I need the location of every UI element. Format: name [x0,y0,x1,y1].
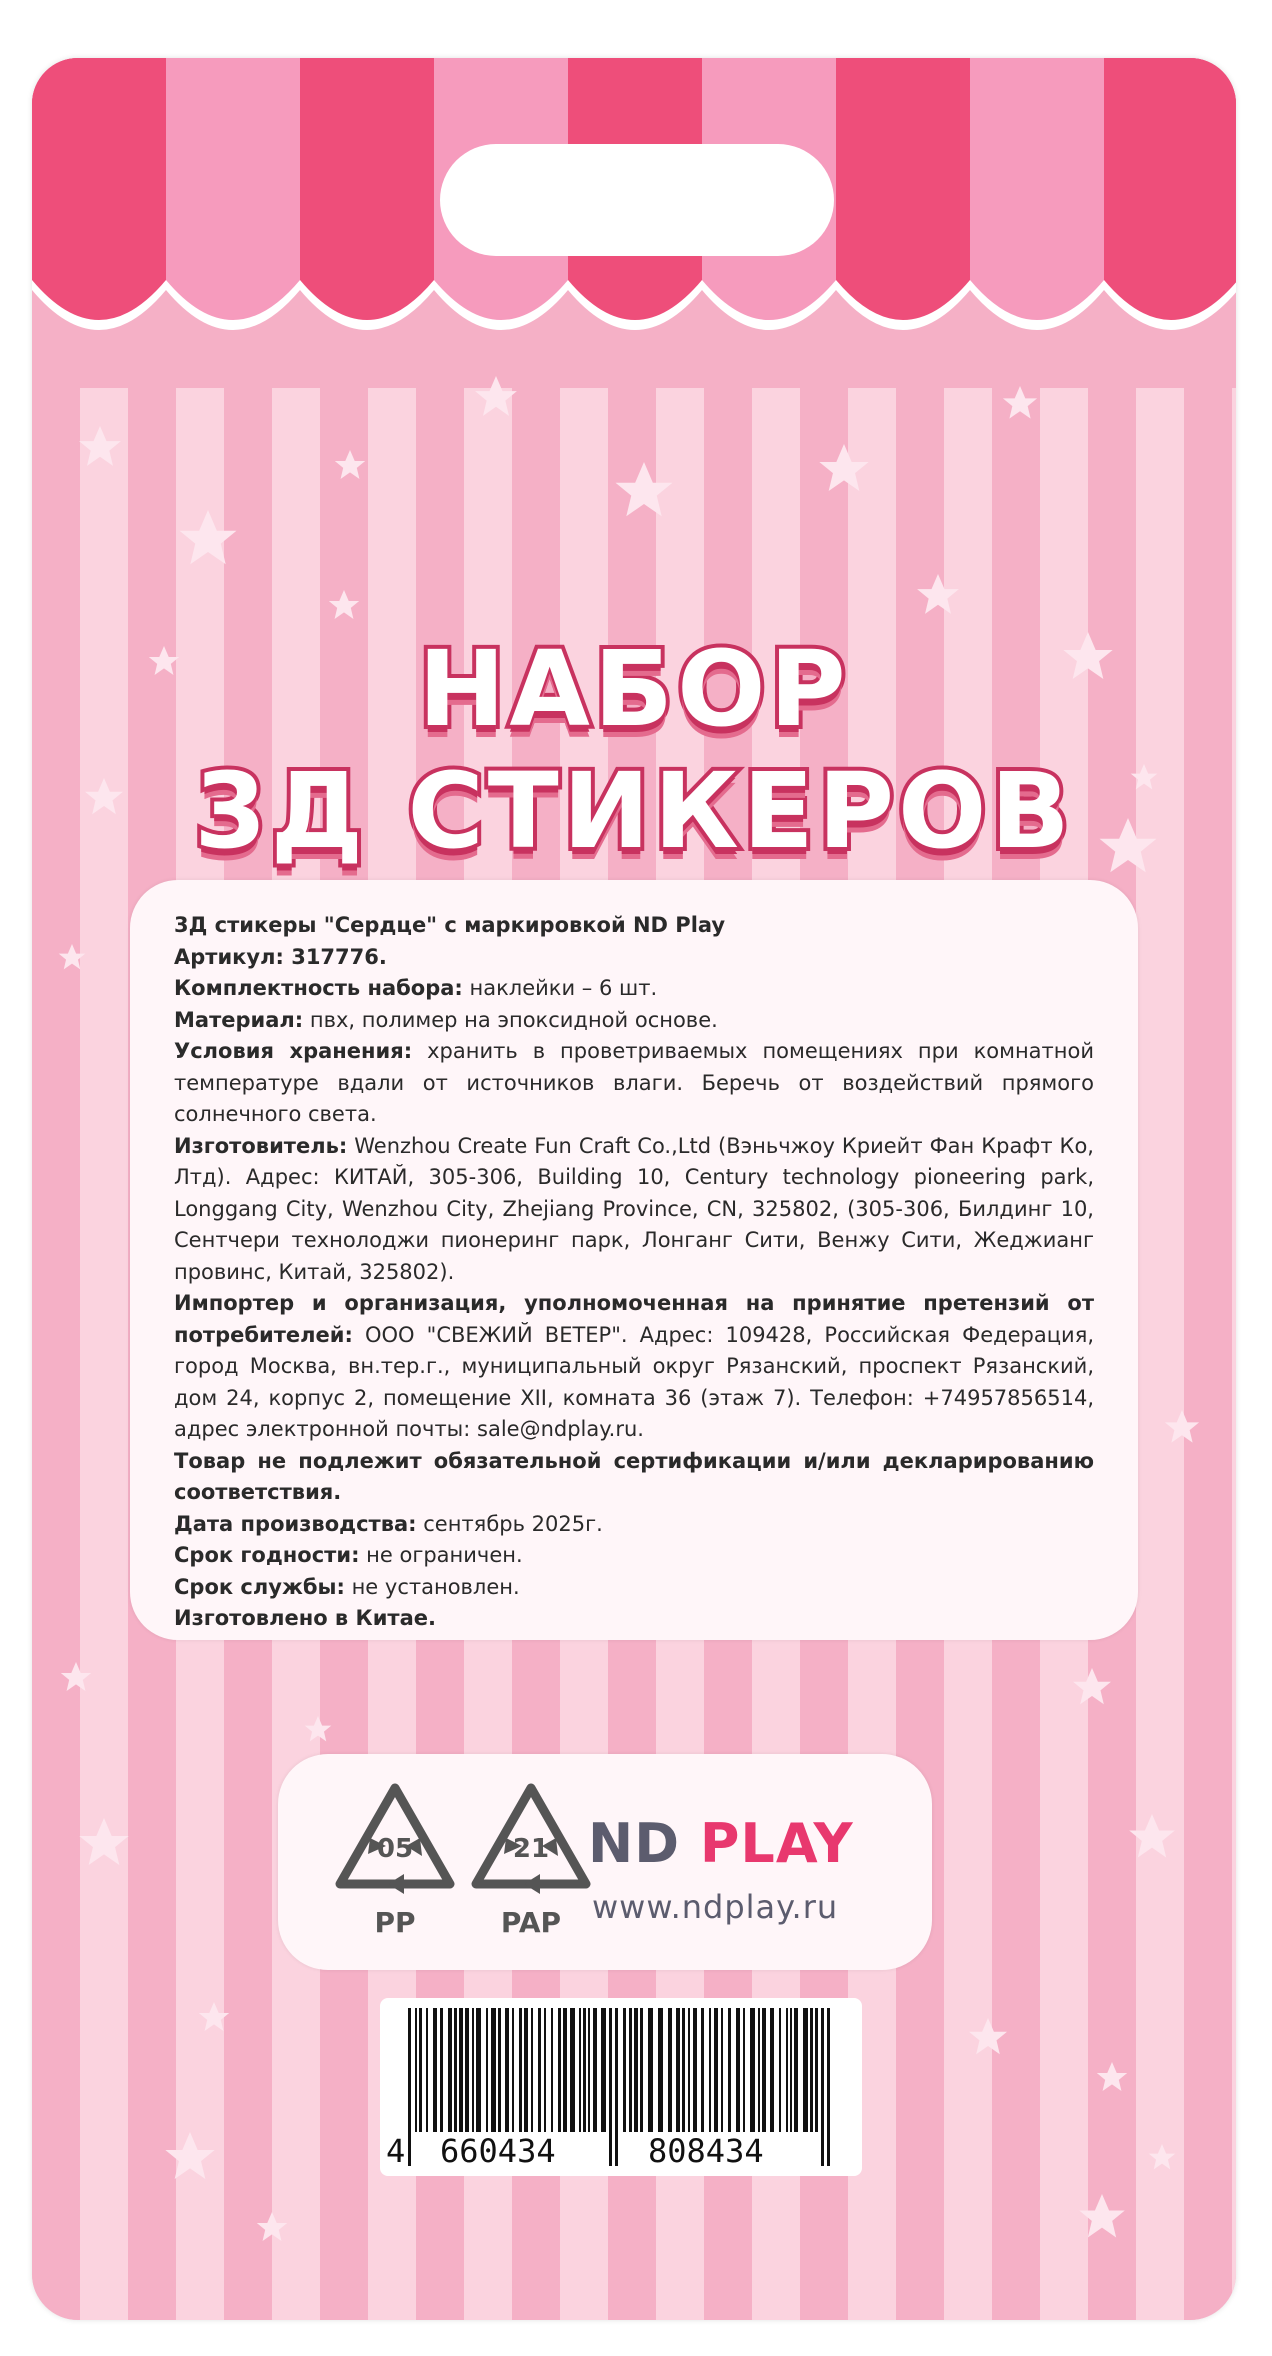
barcode-bar [579,2008,581,2132]
barcode-bar [588,2008,590,2132]
barcode-bar [786,2008,788,2132]
service-life: Срок службы: не установлен. [174,1574,520,1599]
production-date: Дата производства: сентябрь 2025г. [174,1511,603,1536]
title-line-1: НАБОР [418,628,850,750]
brand-logo: ND PLAY [588,1812,854,1875]
info-panel [130,880,1138,1640]
origin: Изготовлено в Китае. [174,1606,436,1630]
barcode-right-digits: 808434 [648,2132,764,2170]
barcode-bar [640,2008,643,2132]
barcode-bar [459,2008,463,2132]
recycle-symbol-pp [330,1776,460,1956]
barcode-bar [736,2008,740,2132]
article: Артикул: 317776. [174,944,387,969]
barcode-bar [491,2008,496,2132]
barcode-bar [512,2008,514,2132]
barcode-bar [709,2008,711,2132]
barcode-bar [728,2008,731,2132]
barcode-bar [634,2008,638,2132]
barcode-bar [551,2008,553,2132]
barcode-bar [544,2008,546,2132]
barcode-bar [827,2008,830,2166]
barcode-bar [583,2008,586,2132]
package-card [32,58,1236,2320]
barcode-bar [440,2008,443,2132]
barcode-bar [688,2008,690,2132]
barcode-left-digits: 660434 [440,2132,556,2170]
barcode-bar [803,2008,808,2132]
barcode-bar [615,2008,618,2166]
barcode-bar [676,2008,680,2132]
recycle-number: 21 [512,1834,550,1864]
barcode-bar [693,2008,697,2132]
barcode-bar [419,2008,422,2132]
barcode-bar [790,2008,792,2132]
barcode-bar [609,2008,612,2166]
barcode-bar [821,2008,824,2166]
symbols-panel [278,1754,932,1970]
barcode-bar [505,2008,509,2132]
barcode-bar [668,2008,672,2132]
barcode-bar [629,2008,632,2132]
barcode-bar [623,2008,626,2132]
barcode-bar [570,2008,575,2132]
barcode-bar [415,2008,417,2132]
info-text [174,910,1094,1635]
barcode-bar [743,2008,745,2132]
recycle-code: PAP [500,1906,562,1939]
storage: Условия хранения: хранить в проветриваемых помещениях при комнатной температуре вдали от источников влаги. Беречь от воздействий прямого солнечного света. [174,1039,1095,1126]
kit: Комплектность набора: наклейки – 6 шт. [174,976,658,1000]
barcode-bar [794,2008,798,2132]
barcode-bar [762,2008,766,2132]
barcode-bar [454,2008,457,2132]
barcode-bar [426,2008,428,2132]
barcode-bar [648,2008,653,2132]
title-line-2: 3Д СТИКЕРОВ [194,750,1074,872]
importer: Импортер и организация, уполномоченная на принятие претензий от потребителей: ООО "СВЕЖИЙ ВЕТЕР". Адрес: 109428, Российская Федерация, город Москва, вн.тер.г., муниципальный округ Рязанский, проспект Рязанский, дом 24, корпус 2, помещение XII, комната 36 (этаж 7). Телефон: +74957856514, адрес электронной почты: sale@ndplay.ru. [174,1291,1094,1441]
barcode-bar [701,2008,704,2132]
barcode-bar [750,2008,755,2132]
barcode-bar [682,2008,685,2132]
recycle-number: 05 [376,1834,414,1864]
barcode-bar [448,2008,452,2132]
barcode-bar [593,2008,597,2132]
website: www.ndplay.ru [592,1888,839,1926]
recycle-symbol-pap [466,1776,596,1956]
barcode-bar [498,2008,501,2132]
barcode-bar [758,2008,760,2132]
material: Материал: пвх, полимер на эпоксидной основе. [174,1007,718,1032]
barcode-bar [472,2008,474,2132]
barcode-bar [810,2008,813,2132]
barcode-first-digit: 4 [386,2132,406,2170]
barcode [380,1998,862,2176]
barcode-bar [486,2008,488,2132]
barcode-bar [658,2008,663,2132]
barcode-bar [721,2008,723,2132]
barcode-bar [563,2008,567,2132]
shelf-life: Срок годности: не ограничен. [174,1543,523,1567]
barcode-bar [465,2008,469,2132]
recycle-code: PP [374,1906,416,1939]
barcode-bar [558,2008,561,2132]
barcode-bar [519,2008,522,2132]
barcode-bar [815,2008,818,2132]
barcode-bar [433,2008,437,2132]
barcode-bar [601,2008,606,2132]
certification-note: Товар не подлежит обязательной сертификации и/или декларированию соответствия. [174,1448,1094,1504]
barcode-bar [476,2008,481,2132]
product-name: 3Д стикеры "Сердце" с маркировкой ND Play [174,913,726,937]
barcode-bar [770,2008,774,2132]
barcode-bar [408,2008,411,2166]
barcode-bar [531,2008,533,2132]
barcode-bar [524,2008,528,2132]
manufacturer: Изготовитель: Wenzhou Create Fun Craft Co.,Ltd (Вэньчжоу Криейт Фан Крафт Ко, Лтд). Адрес: КИТАЙ, 305-306, Building 10, Century technology pioneering park, Longgang City, Wenzhou City, Zhejiang Province, CN, 325802, (305-306, Билдинг 10, Сентчери технолоджи пионеринг парк, Лонганг Сити, Венжу Сити, Жеджианг провинс, Китай, 325802). [174,1133,1094,1284]
barcode-bar [779,2008,781,2132]
barcode-bar [538,2008,541,2132]
barcode-bar [714,2008,718,2132]
